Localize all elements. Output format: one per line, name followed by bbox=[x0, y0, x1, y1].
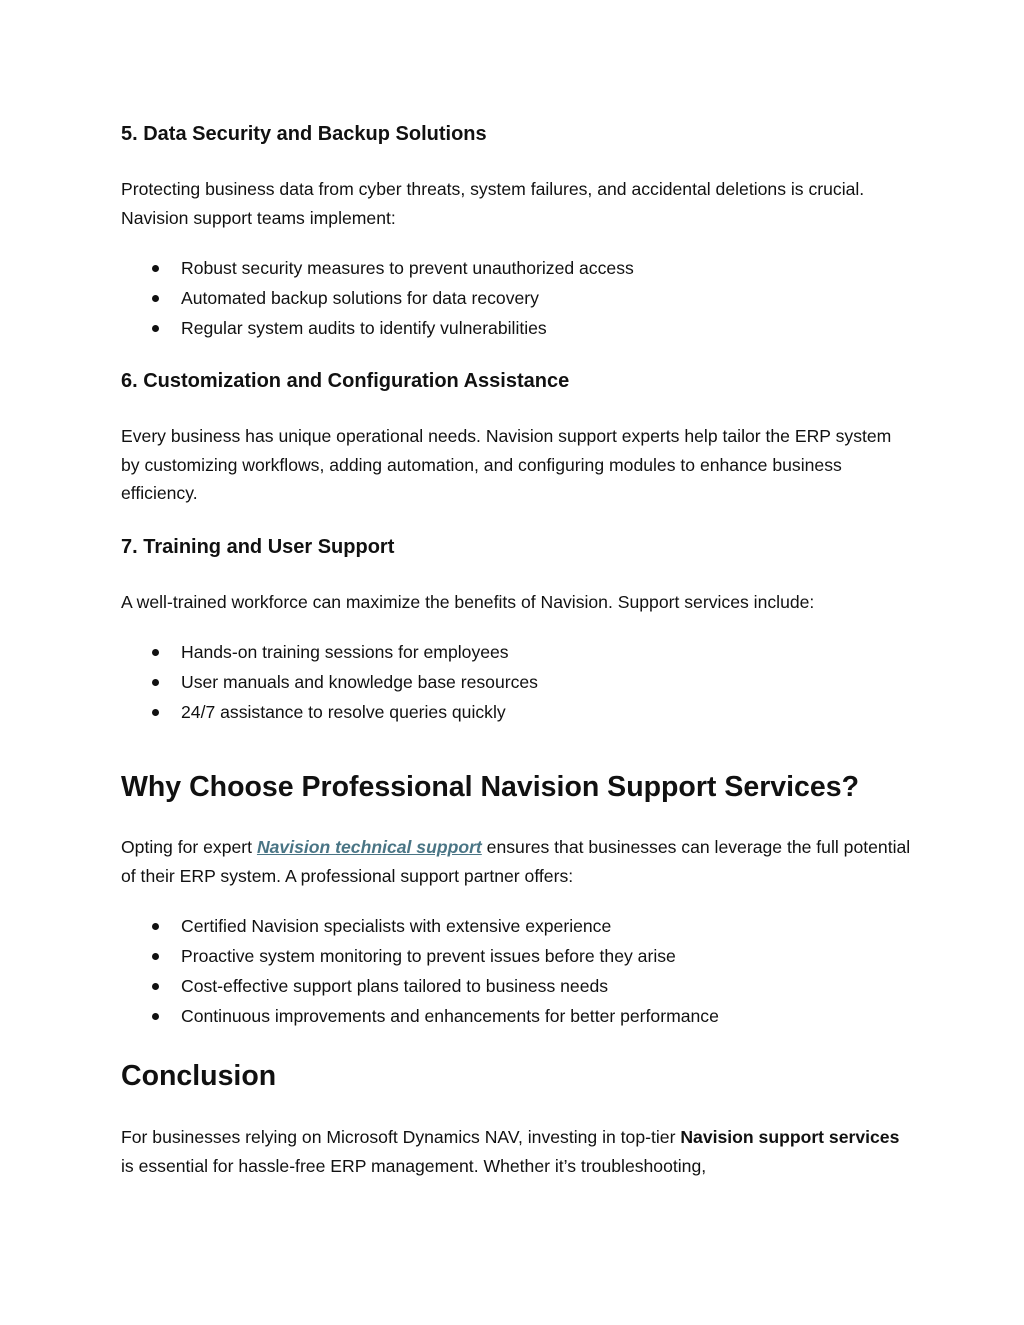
section-heading: 5. Data Security and Backup Solutions bbox=[121, 123, 487, 145]
section-title: Why Choose Professional Navision Support Services? bbox=[121, 771, 860, 803]
section-6-paragraph-block bbox=[121, 422, 911, 508]
section-heading: 7. Training and User Support bbox=[121, 536, 395, 558]
why-paragraph: Opting for expert Navision technical support ensures that businesses can leverage the full potential of their ERP system. A professional support partner offers: bbox=[121, 837, 911, 886]
list-item: Robust security measures to prevent unauthorized access bbox=[121, 253, 911, 283]
conclusion-paragraph: For businesses relying on Microsoft Dynamics NAV, investing in top-tier Navision support services is essential for hassle-free ERP management. Whether it’s troubleshooting, bbox=[121, 1127, 900, 1176]
bullet-icon bbox=[152, 265, 159, 272]
section-paragraph: Protecting business data from cyber threats, system failures, and accidental deletions is crucial. Navision support teams implement: bbox=[121, 179, 865, 228]
list-item: 24/7 assistance to resolve queries quickly bbox=[121, 697, 911, 727]
why-paragraph-block bbox=[121, 833, 911, 890]
section-6 bbox=[121, 367, 911, 395]
bullet-icon bbox=[152, 709, 159, 716]
bullet-icon bbox=[152, 1013, 159, 1020]
section-5 bbox=[121, 120, 911, 148]
bullet-icon bbox=[152, 953, 159, 960]
section-5-list bbox=[121, 253, 911, 343]
list-item: Continuous improvements and enhancements for better performance bbox=[121, 1001, 911, 1031]
why-section bbox=[121, 768, 911, 806]
list-item: Automated backup solutions for data recovery bbox=[121, 283, 911, 313]
why-list bbox=[121, 911, 911, 1031]
list-item: Proactive system monitoring to prevent issues before they arise bbox=[121, 941, 911, 971]
section-paragraph: Every business has unique operational needs. Navision support experts help tailor the ERP system by customizing workflows, adding automation, and configuring modules to enhance business efficiency. bbox=[121, 426, 892, 503]
section-7-paragraph-block bbox=[121, 588, 911, 617]
bullet-icon bbox=[152, 679, 159, 686]
list-item: User manuals and knowledge base resources bbox=[121, 667, 911, 697]
section-7 bbox=[121, 533, 911, 561]
list-item: Certified Navision specialists with extensive experience bbox=[121, 911, 911, 941]
section-heading: 6. Customization and Configuration Assistance bbox=[121, 370, 570, 392]
section-7-list bbox=[121, 637, 911, 727]
bullet-icon bbox=[152, 923, 159, 930]
conclusion-paragraph-block bbox=[121, 1123, 911, 1180]
section-5-paragraph-block bbox=[121, 175, 911, 232]
section-title: Conclusion bbox=[121, 1060, 277, 1092]
bullet-icon bbox=[152, 295, 159, 302]
bullet-icon bbox=[152, 983, 159, 990]
bullet-icon bbox=[152, 325, 159, 332]
navision-technical-support-link[interactable]: Navision technical support bbox=[256, 837, 482, 857]
list-item: Hands-on training sessions for employees bbox=[121, 637, 911, 667]
conclusion-section bbox=[121, 1057, 911, 1095]
section-paragraph: A well-trained workforce can maximize the benefits of Navision. Support services include: bbox=[121, 592, 815, 612]
list-item: Regular system audits to identify vulnerabilities bbox=[121, 313, 911, 343]
bullet-icon bbox=[152, 649, 159, 656]
list-item: Cost-effective support plans tailored to business needs bbox=[121, 971, 911, 1001]
